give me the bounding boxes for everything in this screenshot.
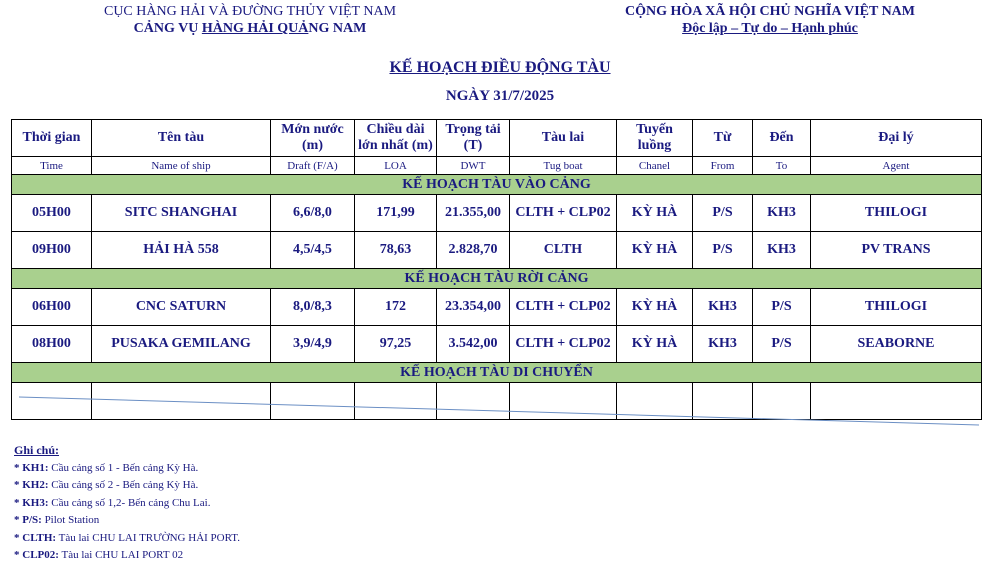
cell-ship: SITC SHANGHAI	[92, 195, 271, 232]
cell-agent: SEABORNE	[811, 326, 982, 363]
cell-draft: 4,5/4,5	[271, 232, 355, 269]
cell-from: P/S	[693, 232, 753, 269]
cell-draft: 6,6/8,0	[271, 195, 355, 232]
cell-agent: THILOGI	[811, 289, 982, 326]
cell-time: 08H00	[12, 326, 92, 363]
col-subheader: To	[753, 157, 811, 175]
notes-section	[14, 442, 240, 565]
cell-channel: KỲ HÀ	[617, 289, 693, 326]
cell-from: KH3	[693, 326, 753, 363]
note-text: Cầu cảng số 1 - Bến cảng Kỳ Hà.	[48, 461, 199, 474]
cell-to: KH3	[753, 232, 811, 269]
cell-tug: CLTH + CLP02	[510, 326, 617, 363]
issuer-prefix: CẢNG VỤ	[133, 21, 202, 36]
table-row	[12, 195, 982, 232]
section-shifting: KẾ HOẠCH TÀU DI CHUYỂN	[12, 363, 982, 383]
note-item	[14, 530, 240, 548]
cell-agent: PV TRANS	[811, 232, 982, 269]
header-row-vi	[12, 120, 982, 157]
cell-channel: KỲ HÀ	[617, 195, 693, 232]
cell-to: P/S	[753, 326, 811, 363]
note-key: * KH3:	[14, 496, 49, 509]
col-subheader: Chanel	[617, 157, 693, 175]
cell-dwt: 23.354,00	[437, 289, 510, 326]
col-subheader: Time	[12, 157, 92, 175]
cell-loa: 172	[355, 289, 437, 326]
issuer-underlined: HÀNG HẢI QUẢ	[201, 21, 309, 36]
section-arrival: KẾ HOẠCH TÀU VÀO CẢNG	[12, 175, 982, 195]
cell-tug: CLTH	[510, 232, 617, 269]
section-departure: KẾ HOẠCH TÀU RỜI CẢNG	[12, 269, 982, 289]
col-header: Đại lý	[811, 120, 982, 157]
note-item	[14, 495, 240, 513]
cell-time: 09H00	[12, 232, 92, 269]
col-subheader: From	[693, 157, 753, 175]
cell-ship: HẢI HÀ 558	[92, 232, 271, 269]
note-text: Pilot Station	[41, 514, 100, 526]
col-subheader: DWT	[437, 157, 510, 175]
cell-draft: 3,9/4,9	[271, 326, 355, 363]
cell-loa: 78,63	[355, 232, 437, 269]
cell-from: P/S	[693, 195, 753, 232]
cell-to: KH3	[753, 195, 811, 232]
cell-time: 06H00	[12, 289, 92, 326]
note-item	[14, 512, 240, 530]
section-shifting-row	[12, 363, 982, 383]
col-header: Tuyến luồng	[617, 120, 693, 157]
cell-loa: 97,25	[355, 326, 437, 363]
cell-dwt: 21.355,00	[437, 195, 510, 232]
col-header: Tên tàu	[92, 120, 271, 157]
header-row-en	[12, 157, 982, 175]
col-header: Tàu lai	[510, 120, 617, 157]
col-header: Chiều dài lớn nhất (m)	[355, 120, 437, 157]
cell-agent: THILOGI	[811, 195, 982, 232]
issuer-header	[60, 3, 440, 37]
cell-dwt: 2.828,70	[437, 232, 510, 269]
note-text: Cầu cảng số 2 - Bến cảng Kỳ Hà.	[48, 479, 199, 491]
note-key: * KH2:	[14, 479, 49, 491]
col-header: Thời gian	[12, 120, 92, 157]
cell-ship: PUSAKA GEMILANG	[92, 326, 271, 363]
document-date: NGÀY 31/7/2025	[445, 88, 555, 104]
note-item	[14, 547, 240, 565]
note-key: * KH1:	[14, 461, 49, 474]
national-motto-line-2: Độc lập – Tự do – Hạnh phúc	[682, 21, 858, 36]
cell-to: P/S	[753, 289, 811, 326]
col-subheader: Agent	[811, 157, 982, 175]
cell-ship: CNC SATURN	[92, 289, 271, 326]
note-key: * P/S:	[14, 514, 42, 526]
document-title: KẾ HOẠCH ĐIỀU ĐỘNG TÀU	[389, 59, 611, 76]
cell-time: 05H00	[12, 195, 92, 232]
col-header: Trọng tải (T)	[437, 120, 510, 157]
empty-row-strike-line	[11, 391, 981, 431]
section-departure-row	[12, 269, 982, 289]
table-row	[12, 326, 982, 363]
note-text: Tàu lai CHU LAI TRƯỜNG HẢI PORT.	[56, 531, 240, 544]
cell-channel: KỲ HÀ	[617, 326, 693, 363]
note-key: * CLTH:	[14, 531, 57, 544]
note-key: * CLP02:	[14, 549, 59, 561]
notes-heading: Ghi chú:	[14, 443, 60, 457]
cell-tug: CLTH + CLP02	[510, 289, 617, 326]
table-row	[12, 232, 982, 269]
cell-draft: 8,0/8,3	[271, 289, 355, 326]
col-subheader: LOA	[355, 157, 437, 175]
national-header	[560, 3, 980, 37]
col-header: Từ	[693, 120, 753, 157]
issuer-line-1: CỤC HÀNG HẢI VÀ ĐƯỜNG THỦY VIỆT NAM	[103, 4, 397, 19]
cell-loa: 171,99	[355, 195, 437, 232]
issuer-line-2	[60, 20, 440, 37]
note-item	[14, 477, 240, 495]
cell-from: KH3	[693, 289, 753, 326]
col-subheader: Tug boat	[510, 157, 617, 175]
table-row	[12, 289, 982, 326]
cell-channel: KỲ HÀ	[617, 232, 693, 269]
national-motto-line-1: CỘNG HÒA XÃ HỘI CHỦ NGHĨA VIỆT NAM	[624, 4, 915, 19]
col-subheader: Draft (F/A)	[271, 157, 355, 175]
ship-movement-table	[11, 119, 982, 420]
col-header: Đến	[753, 120, 811, 157]
cell-dwt: 3.542,00	[437, 326, 510, 363]
section-arrival-row	[12, 175, 982, 195]
cell-tug: CLTH + CLP02	[510, 195, 617, 232]
note-text: Cầu cảng số 1,2- Bến cảng Chu Lai.	[48, 496, 211, 509]
col-header: Mớn nước (m)	[271, 120, 355, 157]
col-subheader: Name of ship	[92, 157, 271, 175]
issuer-suffix: NG NAM	[308, 21, 367, 36]
note-text: Tàu lai CHU LAI PORT 02	[58, 549, 184, 561]
note-item	[14, 460, 240, 478]
